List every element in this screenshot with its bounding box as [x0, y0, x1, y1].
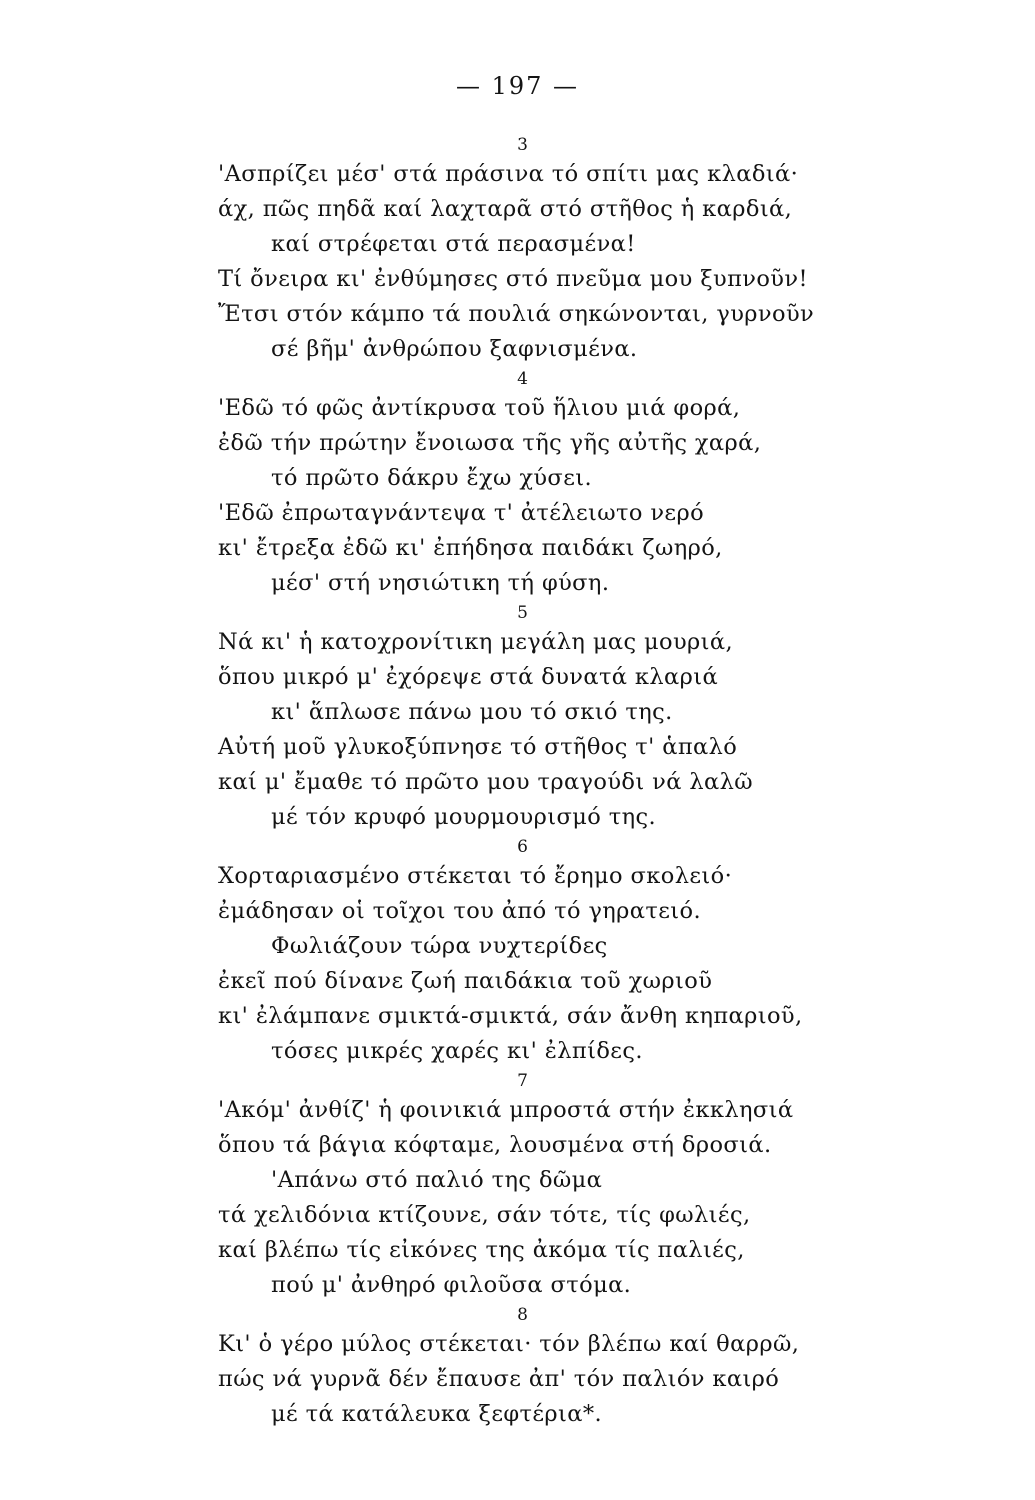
stanza [0, 367, 1035, 601]
verse-line: Φωλιάζουν τώρα νυχτερίδες [271, 933, 608, 959]
stanza-number: 5 [517, 603, 528, 623]
verse-line: καί στρέφεται στά περασμένα! [271, 231, 636, 257]
verse-line: άχ, πῶς πηδᾶ καί λαχταρᾶ στό στῆθος ἡ καρδιά, [218, 196, 793, 222]
verse-line: τό πρῶτο δάκρυ ἔχω χύσει. [271, 465, 593, 491]
verse-line: πώς νά γυρνᾶ δέν ἔπαυσε ἀπ' τόν παλιόν καιρό [218, 1366, 780, 1392]
verse-line: Ἔτσι στόν κάμπο τά πουλιά σηκώνονται, γυρνοῦν [218, 301, 815, 327]
verse-line: καί βλέπω τίς εἰκόνες της ἀκόμα τίς παλιές, [218, 1237, 745, 1263]
verse-line: 'Ακόμ' ἀνθίζ' ἡ φοινικιά μπροστά στήν ἐκκλησιά [218, 1097, 794, 1123]
verse-line: 'Εδῶ ἐπρωταγνάντεψα τ' ἀτέλειωτο νερό [218, 500, 705, 526]
stanza-number: 3 [517, 135, 528, 155]
page-number: — 197 — [455, 72, 580, 100]
verse-line: καί μ' ἔμαθε τό πρῶτο μου τραγούδι νά λαλῶ [218, 769, 754, 795]
verse-line: κι' ἐλάμπανε σμικτά-σμικτά, σάν ἄνθη κηπαριοῦ, [218, 1003, 803, 1029]
verse-line: 'Εδῶ τό φῶς ἀντίκρυσα τοῦ ἥλιου μιά φορά, [218, 395, 741, 421]
verse-line: Νά κι' ἡ κατοχρονίτικη μεγάλη μας μουριά, [218, 629, 734, 655]
verse-line: ἐμάδησαν οἱ τοῖχοι του ἀπό τό γηρατειό. [218, 898, 702, 924]
stanza [0, 1069, 1035, 1303]
verse-line: 'Ασπρίζει μέσ' στά πράσινα τό σπίτι μας κλαδιά· [218, 161, 799, 187]
verse-line: 'Απάνω στό παλιό της δῶμα [271, 1167, 603, 1193]
stanza [0, 601, 1035, 835]
verse-line: ὅπου τά βάγια κόφταμε, λουσμένα στή δροσιά. [218, 1132, 772, 1158]
verse-line: Χορταριασμένο στέκεται τό ἔρημο σκολειό· [218, 863, 733, 889]
verse-line: τά χελιδόνια κτίζουνε, σάν τότε, τίς φωλιές, [218, 1202, 751, 1228]
verse-line: Τί ὄνειρα κι' ἐνθύμησες στό πνεῦμα μου ξυπνοῦν! [218, 266, 808, 292]
verse-line: μέ τόν κρυφό μουρμουρισμό της. [271, 804, 657, 830]
verse-line: ἐδῶ τήν πρώτην ἔνοιωσα τῆς γῆς αὐτῆς χαρά, [218, 430, 762, 456]
stanza-number: 6 [517, 837, 528, 857]
verse-line: κι' ἔτρεξα ἐδῶ κι' ἐπήδησα παιδάκι ζωηρό, [218, 535, 723, 561]
verse-line: ἐκεῖ πού δίνανε ζωή παιδάκια τοῦ χωριοῦ [218, 968, 713, 994]
verse-line: πού μ' ἀνθηρό φιλοῦσα στόμα. [271, 1272, 632, 1298]
stanza [0, 133, 1035, 367]
verse-line: σέ βῆμ' ἀνθρώπου ξαφνισμένα. [271, 336, 638, 362]
verse-line: τόσες μικρές χαρές κι' ἐλπίδες. [271, 1038, 643, 1064]
verse-line: κι' ἅπλωσε πάνω μου τό σκιό της. [271, 699, 673, 725]
poem-body [0, 133, 1035, 1432]
stanza-number: 8 [517, 1305, 528, 1325]
stanza-number: 7 [517, 1071, 528, 1091]
stanza-number: 4 [517, 369, 528, 389]
verse-line: Αὐτή μοῦ γλυκοξύπνησε τό στῆθος τ' ἁπαλό [218, 734, 738, 760]
stanza [0, 1303, 1035, 1432]
stanza [0, 835, 1035, 1069]
verse-line: Κι' ὁ γέρο μύλος στέκεται· τόν βλέπω καί θαρρῶ, [218, 1331, 800, 1357]
verse-line: μέσ' στή νησιώτικη τή φύση. [271, 570, 610, 596]
verse-line: μέ τά κατάλευκα ξεφτέρια*. [271, 1401, 603, 1427]
verse-line: ὅπου μικρό μ' ἐχόρεψε στά δυνατά κλαριά [218, 664, 719, 690]
